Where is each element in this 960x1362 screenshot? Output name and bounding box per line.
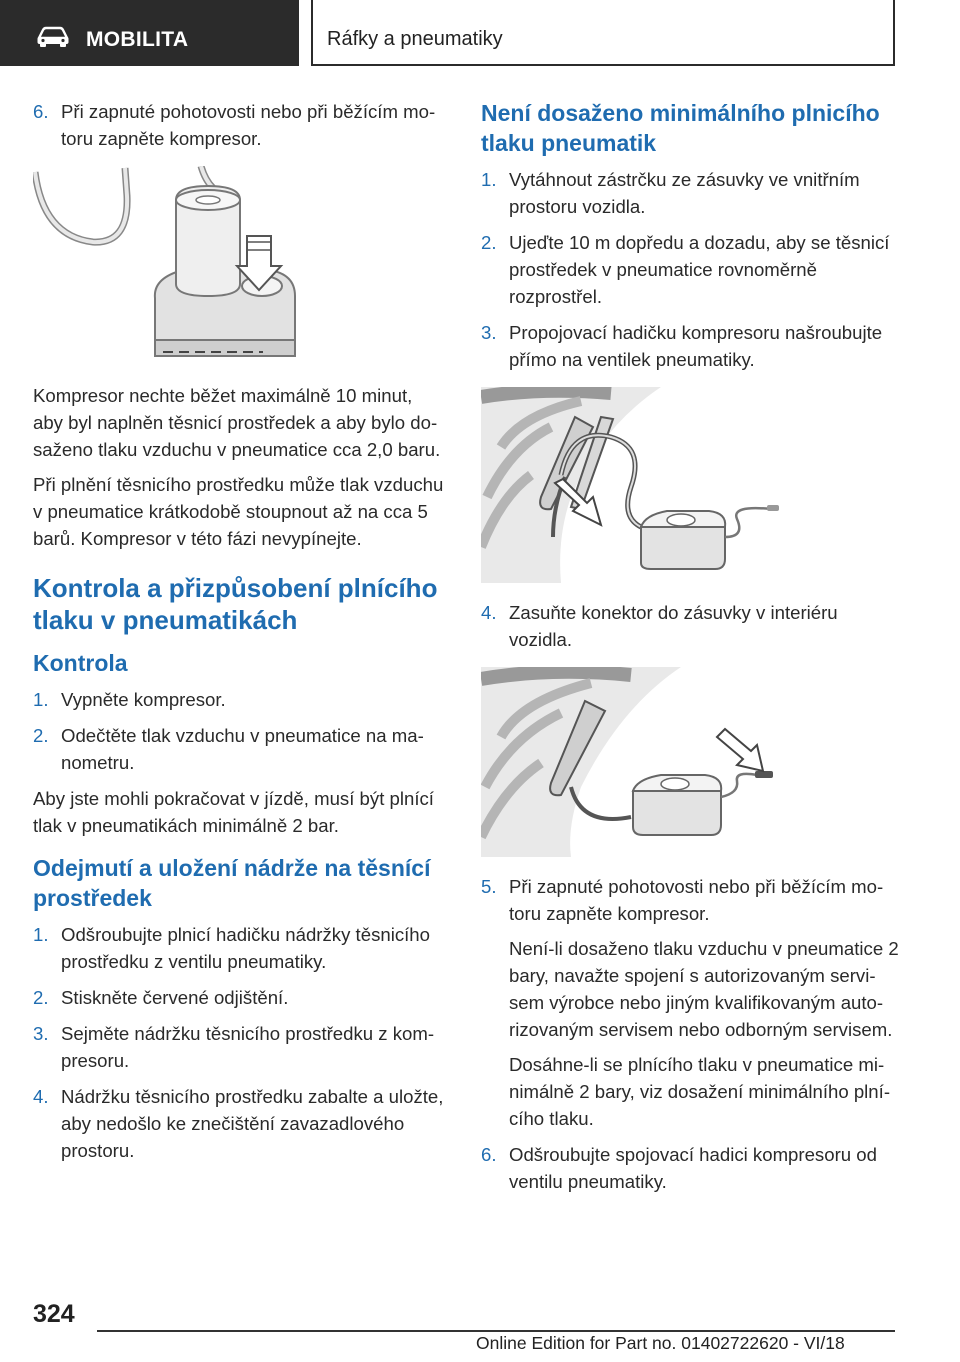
- list-number: 3.: [33, 1023, 49, 1044]
- list-item: [33, 98, 447, 152]
- list-number: 2.: [33, 725, 49, 746]
- list-item: [481, 166, 901, 220]
- subsection-heading: Odejmutí a uložení nádrže na těsnící prostředek: [33, 855, 431, 911]
- list-item: [33, 984, 447, 1011]
- list-number: 5.: [481, 876, 497, 897]
- list-text: Stiskněte červené odjištění.: [61, 987, 289, 1008]
- list-subparagraph: Není-li dosaženo tlaku vzduchu v pneumatice 2 bary, navažte spojení s autorizovaným servisem výrobce nebo jiným kvalifikovaným autorizovaným servisem nebo odborným servisem.: [509, 938, 899, 1040]
- body-paragraph: Aby jste mohli pokračovat v jízdě, musí být plnící tlak v pneumatikách minimálně 2 bar.: [33, 788, 434, 836]
- list-text: Odečtěte tlak vzduchu v pneumatice na manometru.: [61, 725, 424, 773]
- compressor-figure: [33, 166, 303, 366]
- list-item: [481, 229, 901, 310]
- list-text: Propojovací hadičku kompresoru našroubujte přímo na ventilek pneumatiky.: [509, 322, 883, 370]
- right-column: [481, 98, 901, 1204]
- body-paragraph: Při plnění těsnicího prostředku může tlak vzduchu v pneumatice krátkodobě stoupnout až na cca 5 barů. Kompresor v této fázi nevypínejte.: [33, 474, 444, 549]
- section-heading: Není dosaženo minimálního plnicího tlaku pneumatik: [481, 100, 880, 156]
- section-label: MOBILITA: [86, 28, 189, 51]
- list-number: 1.: [481, 169, 497, 190]
- edition-label: Online Edition for Part no. 01402722620 - VI/18: [476, 1333, 845, 1353]
- list-number: 4.: [33, 1086, 49, 1107]
- list-number: 2.: [481, 232, 497, 253]
- chapter-box: [311, 0, 895, 66]
- list-number: 6.: [481, 1144, 497, 1165]
- list-number: 6.: [33, 101, 49, 122]
- section-tab[interactable]: [0, 0, 299, 66]
- list-item: [33, 722, 447, 776]
- list-text: Odšroubujte plnicí hadičku nádržky těsnicího prostředku z ventilu pneumatiky.: [61, 924, 430, 972]
- list-subparagraph: Dosáhne-li se plnícího tlaku v pneumatice minimálně 2 bary, viz dosažení minimálního plnícího tlaku.: [509, 1054, 891, 1129]
- list-item: [481, 599, 901, 653]
- list-text: Sejměte nádržku těsnicího prostředku z kompresoru.: [61, 1023, 435, 1071]
- list-item: [33, 1020, 447, 1074]
- list-text: Při zapnuté pohotovosti nebo při běžícím motoru zapněte kompresor.: [61, 101, 436, 149]
- chapter-title: Ráfky a pneumatiky: [327, 28, 503, 50]
- left-column: [33, 98, 447, 1173]
- car-icon: [36, 26, 70, 48]
- list-item: [33, 1083, 447, 1164]
- list-number: 1.: [33, 924, 49, 945]
- list-text: Vypněte kompresor.: [61, 689, 226, 710]
- page-header: [0, 0, 960, 66]
- page-number: 324: [33, 1300, 75, 1328]
- list-item: [481, 873, 901, 1132]
- list-item: [33, 686, 447, 713]
- list-number: 2.: [33, 987, 49, 1008]
- list-number: 3.: [481, 322, 497, 343]
- list-item: [481, 1141, 901, 1195]
- body-paragraph: Kompresor nechte běžet maximálně 10 minut, aby byl naplněn těsnicí prostředek a aby bylo dosaženo tlaku vzduchu v pneumatice cca 2,0 baru.: [33, 385, 441, 460]
- list-text: Při zapnuté pohotovosti nebo při běžícím motoru zapněte kompresor.: [509, 876, 884, 924]
- subsection-heading: Kontrola: [33, 650, 128, 676]
- list-text: Nádržku těsnicího prostředku zabalte a uložte, aby nedošlo ke znečištění zavazadlového prostoru.: [61, 1086, 444, 1161]
- hose-to-valve-figure: [481, 387, 781, 583]
- list-item: [33, 921, 447, 975]
- section-heading: Kontrola a přizpůsobení plnícího tlaku v pneumatikách: [33, 573, 438, 635]
- list-text: Odšroubujte spojovací hadici kompresoru od ventilu pneumatiky.: [509, 1144, 877, 1192]
- plug-connector-figure: [481, 667, 781, 857]
- footer-divider: [97, 1330, 895, 1332]
- list-text: Ujeďte 10 m dopředu a dozadu, aby se těsnicí prostředek v pneumatice rovnoměrně rozprostřel.: [509, 232, 890, 307]
- list-text: Zasuňte konektor do zásuvky v interiéru vozidla.: [509, 602, 838, 650]
- list-text: Vytáhnout zástrčku ze zásuvky ve vnitřním prostoru vozidla.: [509, 169, 860, 217]
- list-number: 1.: [33, 689, 49, 710]
- list-item: [481, 319, 901, 373]
- list-number: 4.: [481, 602, 497, 623]
